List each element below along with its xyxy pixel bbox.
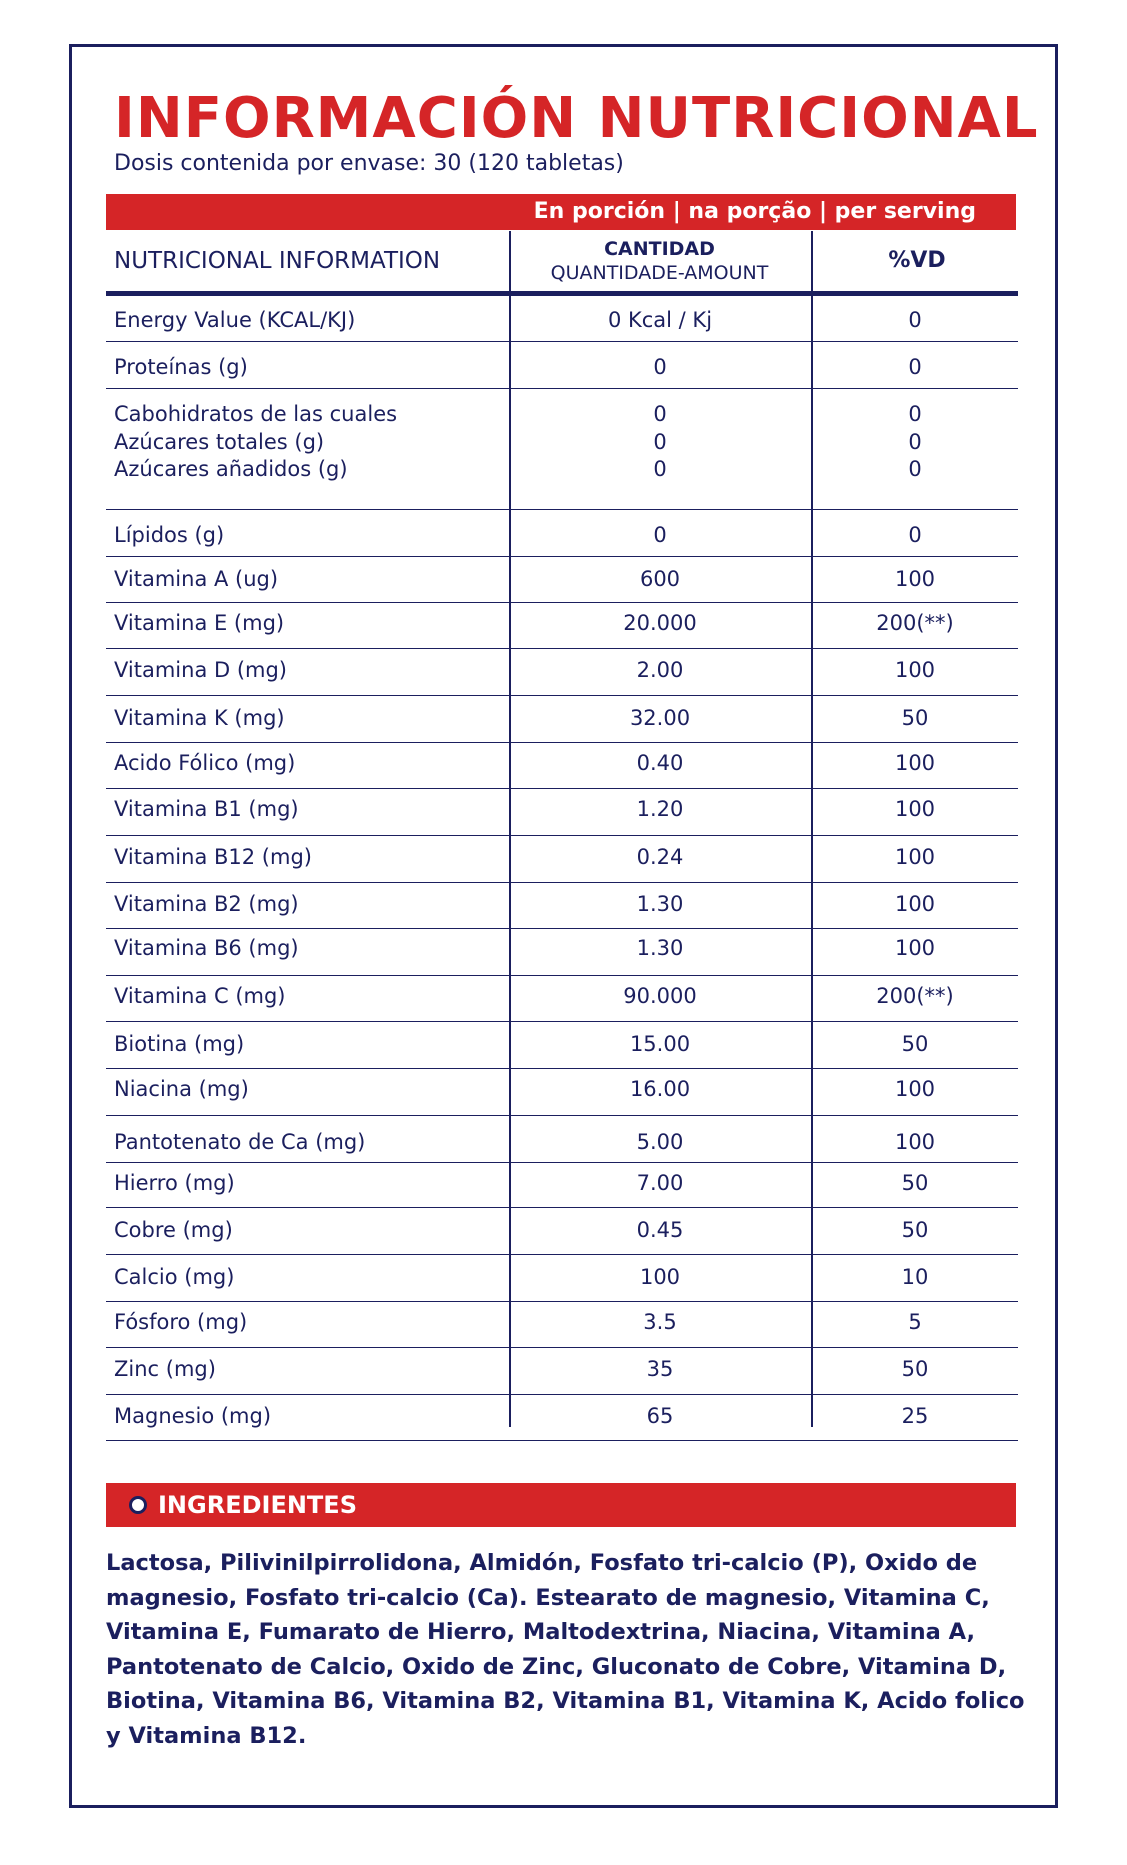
nutrient-dv: 0: [908, 308, 922, 332]
nutrient-name: Vitamina B1 (mg): [114, 797, 299, 821]
table-row: [106, 389, 1018, 510]
nutrient-dv: 25: [901, 1404, 929, 1428]
nutrient-dv: 0: [908, 523, 922, 547]
nutrient-dv: 10: [901, 1265, 929, 1289]
nutrition-table: [106, 296, 1018, 1441]
nutrient-amount: 0: [653, 523, 667, 547]
nutrient-name: Pantotenato de Ca (mg): [114, 1130, 366, 1154]
nutrient-dv: 100: [894, 797, 936, 821]
nutrient-dv: 0: [908, 402, 922, 426]
nutrient-dv: 50: [901, 1171, 929, 1195]
table-row: [106, 649, 1018, 696]
table-row: [106, 1116, 1018, 1163]
nutrient-amount: 32.00: [629, 706, 691, 730]
page-title: INFORMACIÓN NUTRICIONAL: [114, 86, 1039, 151]
nutrient-dv: 200(**): [876, 611, 954, 635]
nutrient-dv: 0: [908, 355, 922, 379]
nutrient-name: Cabohidratos de las cuales: [114, 402, 398, 426]
ingredients-header: [106, 1483, 1016, 1527]
nutrient-amount: 100: [639, 1265, 681, 1289]
nutrient-name: Lípidos (g): [114, 523, 225, 547]
serving-banner: En porción | na porção | per serving: [106, 194, 1016, 230]
nutrient-amount: 1.30: [636, 892, 684, 916]
nutrient-amount: 3.5: [643, 1310, 677, 1334]
nutrient-amount: 0: [653, 355, 667, 379]
nutrient-name: Azúcares añadidos (g): [114, 457, 348, 481]
nutrient-amount: 65: [646, 1404, 674, 1428]
table-row: [106, 976, 1018, 1022]
table-row: [106, 510, 1018, 557]
nutrient-name: Vitamina C (mg): [114, 984, 286, 1008]
nutrient-dv: 200(**): [876, 984, 954, 1008]
nutrient-amount: 600: [639, 567, 681, 591]
nutrient-amount: 16.00: [629, 1077, 691, 1101]
ingredients-text: Lactosa, Pilivinilpirrolidona, Almidón, Fosfato tri-calcio (P), Oxido de magnesio, Fosfato tri-calcio (Ca). Estearato de magnesio, Vitamina C, Vitamina E, Fumarato de Hierro, Maltodextrina, Niacina, Vitamina A, Pantotenato de Calcio, Oxido de Zinc, Gluconato de Cobre, Vitamina D, Biotina, Vitamina B6, Vitamina B2, Vitamina B1, Vitamina K, Acido folico y Vitamina B12.: [106, 1550, 1025, 1749]
table-row: [106, 342, 1018, 389]
nutrient-amount: 1.30: [636, 936, 684, 960]
ingredients-title: INGREDIENTES: [158, 1491, 357, 1519]
nutrient-name: Hierro (mg): [114, 1171, 235, 1195]
nutrient-amount: 0.45: [636, 1218, 684, 1242]
nutrient-amount: 20.000: [623, 611, 697, 635]
nutrient-name: Vitamina K (mg): [114, 706, 285, 730]
nutrient-amount: 0: [653, 402, 667, 426]
nutrient-name: Fósforo (mg): [114, 1310, 248, 1334]
nutrient-dv: 50: [901, 1218, 929, 1242]
nutrient-name: Biotina (mg): [114, 1032, 245, 1056]
table-row: [106, 1208, 1018, 1255]
table-row: [106, 1302, 1018, 1348]
nutrient-name: Niacina (mg): [114, 1077, 249, 1101]
nutrient-dv: 100: [894, 936, 936, 960]
nutrient-dv: 100: [894, 892, 936, 916]
nutrient-dv: 50: [901, 706, 929, 730]
nutrient-dv: 100: [894, 567, 936, 591]
header-amount-line2: QUANTIDADE-AMOUNT: [550, 262, 769, 284]
nutrient-name: Zinc (mg): [114, 1357, 216, 1381]
nutrient-name: Energy Value (KCAL/KJ): [114, 308, 356, 332]
nutrient-dv: 50: [901, 1032, 929, 1056]
table-row: [106, 1163, 1018, 1208]
nutrient-amount: 0: [653, 429, 667, 454]
nutrient-name: Vitamina E (mg): [114, 611, 285, 635]
header-dv: %VD: [888, 248, 946, 273]
nutrient-name: Vitamina B2 (mg): [114, 892, 299, 916]
nutrient-amount: 0.24: [636, 845, 684, 869]
header-amount: [509, 237, 810, 285]
table-row: [106, 789, 1018, 836]
nutrient-name: Cobre (mg): [114, 1218, 233, 1242]
nutrient-dv: 100: [894, 658, 936, 682]
circle-bullet-icon: [129, 1496, 147, 1514]
nutrient-amount: 0: [653, 457, 667, 481]
nutrient-name: Azúcares totales (g): [114, 429, 325, 454]
nutrient-name: Vitamina D (mg): [114, 658, 288, 682]
table-row: [106, 929, 1018, 976]
header-amount-line1: CANTIDAD: [604, 238, 715, 260]
nutrient-amount: 2.00: [636, 658, 684, 682]
nutrient-dv: 100: [894, 1077, 936, 1101]
nutrient-name: Magnesio (mg): [114, 1404, 272, 1428]
header-nutrient: NUTRICIONAL INFORMATION: [114, 248, 441, 274]
table-row: [106, 1255, 1018, 1302]
nutrient-amount: 7.00: [636, 1171, 684, 1195]
nutrient-dv: 100: [894, 1130, 936, 1154]
table-row: [106, 1069, 1018, 1116]
nutrient-amount: 0.40: [636, 751, 684, 775]
table-row: [106, 557, 1018, 603]
nutrient-name: Vitamina B12 (mg): [114, 845, 312, 869]
nutrient-amount: 1.20: [636, 797, 684, 821]
table-row: [106, 1348, 1018, 1395]
nutrient-amount: 15.00: [629, 1032, 691, 1056]
table-row: [106, 603, 1018, 649]
nutrient-dv: 50: [901, 1357, 929, 1381]
table-row: [106, 743, 1018, 789]
serving-size-text: Dosis contenida por envase: 30 (120 tabletas): [114, 151, 624, 176]
nutrient-name: Vitamina B6 (mg): [114, 936, 299, 960]
nutrient-dv: 100: [894, 845, 936, 869]
nutrient-amount: 90.000: [623, 984, 697, 1008]
nutrient-name: Proteínas (g): [114, 355, 248, 379]
nutrient-amount: 35: [646, 1357, 674, 1381]
nutrient-dv: 5: [908, 1310, 922, 1334]
nutrient-name: Acido Fólico (mg): [114, 751, 296, 775]
table-header: [106, 231, 1018, 296]
table-row: [106, 836, 1018, 883]
nutrient-name: Calcio (mg): [114, 1265, 235, 1289]
table-row: [106, 296, 1018, 342]
nutrient-dv: 0: [908, 429, 922, 454]
table-row: [106, 696, 1018, 743]
nutrient-dv: 100: [894, 751, 936, 775]
nutrient-amount: 5.00: [636, 1130, 684, 1154]
nutrient-amount: 0 Kcal / Kj: [607, 308, 713, 332]
nutrient-dv: 0: [908, 457, 922, 481]
table-row: [106, 1395, 1018, 1441]
table-row: [106, 883, 1018, 929]
nutrient-name: Vitamina A (ug): [114, 567, 279, 591]
table-row: [106, 1022, 1018, 1069]
